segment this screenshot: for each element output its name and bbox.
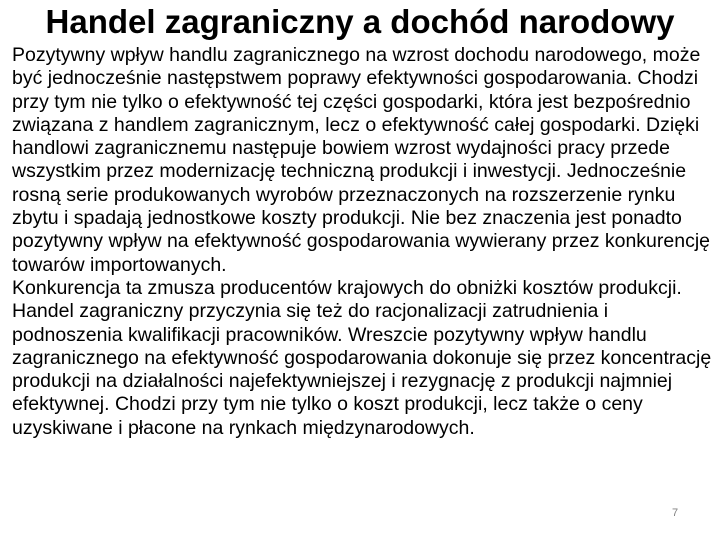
page-number: 7 [672,507,679,519]
body-paragraph-2: Konkurencja ta zmusza producentów krajowych do obniżki kosztów produkcji. Handel zagraniczny przyczynia się też do racjonalizacji zatrudnienia i podnoszenia kwalifikacji pracowników. Wreszcie pozytywny wpływ handlu zagranicznego na efektywność gospodarowania dokonuje się przez koncentrację produkcji na działalności najefektywniejszej i rezygnację z produkcji najmniej efektywnej. Chodzi przy tym nie tylko o koszt produkcji, lecz także o ceny uzyskiwane i płacone na rynkach międzynarodowych. [12,276,712,439]
slide-body [12,44,716,440]
body-paragraph-1: Pozytywny wpływ handlu zagranicznego na wzrost dochodu narodowego, może być jednocześnie następstwem poprawy efektywności gospodarowania. Chodzi przy tym nie tylko o efektywność tej części gospodarki, która jest bezpośrednio związana z handlem zagranicznym, lecz o efektywność całej gospodarki. Dzięki handlowi zagranicznemu następuje bowiem wzrost wydajności pracy przede wszystkim przez modernizację techniczną produkcji i inwestycji. Jednocześnie rosną serie produkowanych wyrobów przeznaczonych na rozszerzenie rynku zbytu i spadają jednostkowe koszty produkcji. Nie bez znaczenia jest ponadto pozytywny wpływ na efektywność gospodarowania wywierany przez konkurencję towarów importowanych. [12,44,711,276]
slide-title: Handel zagraniczny a dochód narodowy [45,3,675,40]
